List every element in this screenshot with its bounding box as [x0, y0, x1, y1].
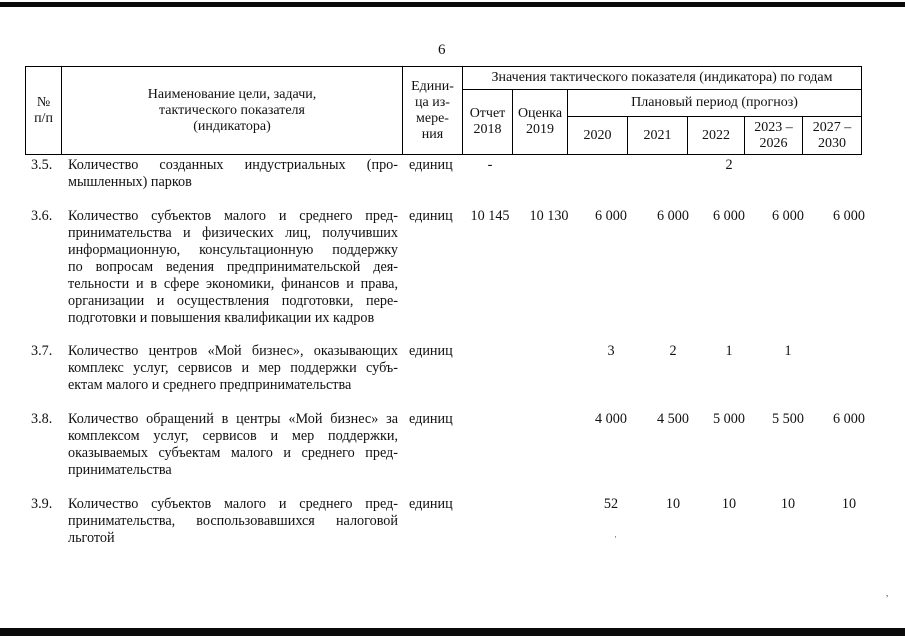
indicator-name-line: тельности и в сфере экономики, финансов и права, — [68, 276, 398, 292]
indicator-name-line: принимательства и физических лиц, получивших — [68, 225, 398, 241]
indicator-name — [68, 208, 398, 327]
indicator-name-line: мышленных) парков — [68, 174, 192, 190]
unit-of-measure: единиц — [409, 157, 453, 173]
value-y2027-2030: 10 — [841, 496, 857, 512]
indicator-name-line: организации и осуществления подготовки, пере- — [68, 293, 398, 309]
scan-speck: , — [886, 588, 889, 598]
table-header — [25, 66, 862, 155]
row-number: 3.8. — [31, 411, 53, 427]
header-values: Значения тактического показателя (индикатора) по годам — [463, 67, 862, 90]
value-y2021: 4 500 — [657, 411, 689, 427]
indicator-name-line: Количество субъектов малого и среднего пред- — [68, 496, 398, 512]
top-border-line — [0, 2, 905, 7]
indicator-name — [68, 496, 398, 547]
indicator-name-line: Количество обращений в центры «Мой бизнес» за — [68, 411, 398, 427]
value-y2022: 6 000 — [713, 208, 745, 224]
header-number: № п/п — [26, 67, 62, 155]
indicator-name-line: Количество центров «Мой бизнес», оказывающих — [68, 343, 398, 359]
value-y2020: 6 000 — [595, 208, 627, 224]
value-y2021: 10 — [665, 496, 681, 512]
indicator-name-line: принимательства — [68, 462, 172, 478]
unit-of-measure: единиц — [409, 343, 453, 359]
header-name: Наименование цели, задачи, тактического показателя (индикатора) — [62, 67, 403, 155]
indicator-name-line: информационную, консультационную поддержку — [68, 242, 398, 258]
indicator-name-line: Количество созданных индустриальных (про- — [68, 157, 398, 173]
indicator-name-line: комплексом услуг, сервисов и мер поддержки, — [68, 428, 398, 444]
page-number: 6 — [438, 42, 446, 58]
row-number: 3.6. — [31, 208, 53, 224]
indicator-name-line: ектам малого и среднего предпринимательства — [68, 377, 352, 393]
header-plan-period: Плановый период (прогноз) — [568, 90, 862, 117]
bottom-border-line — [0, 628, 905, 636]
value-y2020: 4 000 — [595, 411, 627, 427]
value-y2022: 10 — [721, 496, 737, 512]
header-year-2023-2026: 2023 – 2026 — [745, 117, 803, 155]
value-y2022: 2 — [725, 157, 733, 173]
row-number: 3.5. — [31, 157, 53, 173]
indicator-name — [68, 343, 398, 394]
scan-speck: · — [614, 532, 617, 542]
indicator-name — [68, 157, 398, 191]
value-estimate-2019: 10 130 — [529, 208, 569, 224]
unit-of-measure: единиц — [409, 496, 453, 512]
header-year-2027-2030: 2027 – 2030 — [803, 117, 862, 155]
header-year-2020: 2020 — [568, 117, 628, 155]
header-year-2021: 2021 — [628, 117, 688, 155]
indicator-name-line: принимательства, воспользовавшихся налоговой — [68, 513, 398, 529]
value-y2022: 1 — [725, 343, 733, 359]
value-y2023-2026: 10 — [780, 496, 796, 512]
row-number: 3.7. — [31, 343, 53, 359]
value-report-2018: - — [487, 157, 493, 173]
header-report-2018: Отчет 2018 — [463, 90, 513, 155]
value-y2021: 6 000 — [657, 208, 689, 224]
indicator-name-line: оказываемых субъектам малого и среднего пред- — [68, 445, 398, 461]
header-unit: Едини- ца из- мере- ния — [403, 67, 463, 155]
row-number: 3.9. — [31, 496, 53, 512]
value-y2023-2026: 1 — [784, 343, 792, 359]
unit-of-measure: единиц — [409, 411, 453, 427]
value-y2027-2030: 6 000 — [833, 411, 865, 427]
indicator-name — [68, 411, 398, 479]
indicator-name-line: подготовки и повышения квалификации их кадров — [68, 310, 375, 326]
header-year-2022: 2022 — [688, 117, 745, 155]
indicator-name-line: Количество субъектов малого и среднего пред- — [68, 208, 398, 224]
indicator-name-line: по вопросам ведения предпринимательской дея- — [68, 259, 398, 275]
value-y2023-2026: 6 000 — [772, 208, 804, 224]
indicator-name-line: льготой — [68, 530, 115, 546]
header-estimate-2019: Оценка 2019 — [513, 90, 568, 155]
value-y2027-2030: 6 000 — [833, 208, 865, 224]
indicator-name-line: комплекс услуг, сервисов и мер поддержки субъ- — [68, 360, 398, 376]
value-report-2018: 10 145 — [470, 208, 510, 224]
unit-of-measure: единиц — [409, 208, 453, 224]
value-y2020: 52 — [603, 496, 619, 512]
value-y2020: 3 — [607, 343, 615, 359]
value-y2022: 5 000 — [713, 411, 745, 427]
value-y2023-2026: 5 500 — [772, 411, 804, 427]
value-y2021: 2 — [669, 343, 677, 359]
